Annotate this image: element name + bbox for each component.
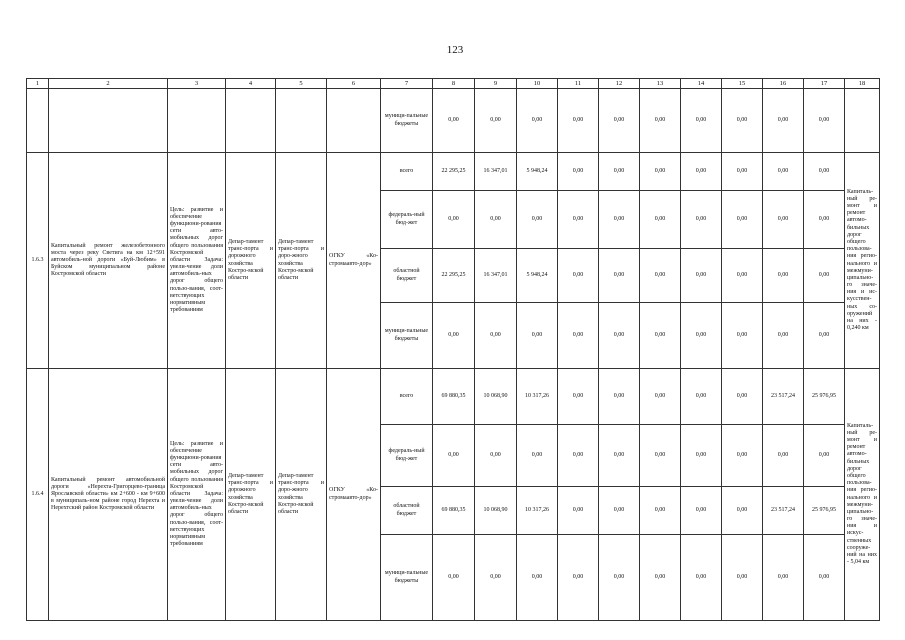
- value-cell: 0,00: [804, 303, 845, 369]
- value-cell: 69 880,35: [433, 487, 475, 535]
- value-cell: 0,00: [640, 425, 681, 487]
- project-row: [27, 153, 880, 191]
- project-executor: Депар-тамент транс-порта и дорожного хозяйства Костро-мской области: [226, 369, 276, 621]
- value-cell: 22 295,25: [433, 153, 475, 191]
- value-cell: 0,00: [763, 303, 804, 369]
- project-result: Капиталь-ный ре-монт и ремонт автомо-бильных дорог общего пользова-ния регио-нального и межмуни-ципально-го значе-ния и ис-кусствен-ных со-оружений на них - 0,240 км: [845, 153, 880, 369]
- column-number: 10: [517, 79, 558, 89]
- column-number: 18: [845, 79, 880, 89]
- value-cell: 0,00: [722, 487, 763, 535]
- value-cell: 0,00: [722, 191, 763, 249]
- project-participant: ОГКУ «Ко-стромаавто-дор»: [327, 153, 381, 369]
- value-cell: 0,00: [475, 425, 517, 487]
- column-number: 17: [804, 79, 845, 89]
- value-cell: 0,00: [517, 191, 558, 249]
- project-code: 1.6.3: [27, 153, 49, 369]
- column-number: 12: [599, 79, 640, 89]
- value-cell: 0,00: [681, 191, 722, 249]
- column-number: 16: [763, 79, 804, 89]
- value-cell: 0,00: [804, 425, 845, 487]
- value-cell: 25 976,95: [804, 369, 845, 425]
- value-cell: 0,00: [763, 425, 804, 487]
- value-cell: 0,00: [558, 303, 599, 369]
- value-cell: 0,00: [681, 249, 722, 303]
- value-cell: 16 347,01: [475, 249, 517, 303]
- column-number: 6: [327, 79, 381, 89]
- column-number: 5: [276, 79, 327, 89]
- value-cell: 0,00: [558, 535, 599, 621]
- value-cell: 0,00: [763, 191, 804, 249]
- value-cell: 10 317,26: [517, 369, 558, 425]
- value-cell: 0,00: [722, 89, 763, 153]
- project-coexecutor: Депар-тамент транс-порта и доро-жного хозяйства Костро-мской области: [276, 369, 327, 621]
- value-cell: 0,00: [722, 249, 763, 303]
- value-cell: 0,00: [517, 89, 558, 153]
- value-cell: 0,00: [681, 369, 722, 425]
- value-cell: 22 295,25: [433, 249, 475, 303]
- page-number: 123: [446, 44, 464, 56]
- value-cell: 0,00: [517, 425, 558, 487]
- value-cell: 0,00: [640, 89, 681, 153]
- program-table: [26, 78, 880, 621]
- project-coexecutor: Депар-тамент транс-порта и доро-жного хозяйства Костро-мской области: [276, 153, 327, 369]
- column-number: 15: [722, 79, 763, 89]
- value-cell: 0,00: [475, 535, 517, 621]
- value-cell: 0,00: [433, 303, 475, 369]
- value-cell: 10 068,90: [475, 369, 517, 425]
- project-row: [27, 369, 880, 425]
- value-cell: 0,00: [433, 89, 475, 153]
- value-cell: 0,00: [804, 153, 845, 191]
- value-cell: 0,00: [517, 535, 558, 621]
- value-cell: 0,00: [763, 535, 804, 621]
- value-cell: 0,00: [640, 487, 681, 535]
- value-cell: 0,00: [640, 303, 681, 369]
- funding-source: муници-пальные бюджеты: [381, 89, 433, 153]
- value-cell: 0,00: [681, 425, 722, 487]
- column-number: 2: [49, 79, 168, 89]
- value-cell: 0,00: [640, 249, 681, 303]
- funding-source: муници-пальные бюджеты: [381, 535, 433, 621]
- project-code: 1.6.4: [27, 369, 49, 621]
- value-cell: 0,00: [599, 153, 640, 191]
- value-cell: 0,00: [804, 535, 845, 621]
- funding-source: всего: [381, 369, 433, 425]
- column-number: 13: [640, 79, 681, 89]
- funding-source: областной бюджет: [381, 487, 433, 535]
- value-cell: 0,00: [804, 249, 845, 303]
- value-cell: 69 880,35: [433, 369, 475, 425]
- value-cell: 0,00: [804, 191, 845, 249]
- value-cell: 0,00: [475, 191, 517, 249]
- column-number: 7: [381, 79, 433, 89]
- value-cell: 0,00: [722, 369, 763, 425]
- value-cell: 0,00: [722, 303, 763, 369]
- value-cell: 0,00: [640, 535, 681, 621]
- column-number: 4: [226, 79, 276, 89]
- value-cell: 5 948,24: [517, 249, 558, 303]
- project-result: Капиталь-ный ре-монт и ремонт автомо-бильных дорог общего пользова-ния регио-нального и межмуни-ципально-го значе-ния и искус-ственных сооруже-ний на них - 5,04 км: [845, 369, 880, 621]
- carry-over-row: [27, 89, 880, 153]
- project-executor: Депар-тамент транс-порта и дорожного хозяйства Костро-мской области: [226, 153, 276, 369]
- value-cell: 0,00: [599, 191, 640, 249]
- value-cell: 16 347,01: [475, 153, 517, 191]
- value-cell: 0,00: [722, 535, 763, 621]
- value-cell: 0,00: [558, 191, 599, 249]
- value-cell: 0,00: [433, 535, 475, 621]
- value-cell: 0,00: [599, 487, 640, 535]
- funding-source: муници-пальные бюджеты: [381, 303, 433, 369]
- value-cell: 0,00: [763, 153, 804, 191]
- project-goal: Цель: развитие и обеспечение функциони-рования сети авто-мобильных дорог общего пользования Костромской области Задача: увели-чение доли автомобиль-ных дорог общего пользо-вания, соот-ветствующих нормативным требованиям: [168, 369, 226, 621]
- value-cell: 0,00: [475, 303, 517, 369]
- column-number: 9: [475, 79, 517, 89]
- value-cell: 0,00: [558, 487, 599, 535]
- project-participant: ОГКУ «Ко-стромаавто-дор»: [327, 369, 381, 621]
- value-cell: 0,00: [558, 249, 599, 303]
- value-cell: 0,00: [433, 425, 475, 487]
- value-cell: 0,00: [599, 535, 640, 621]
- value-cell: 0,00: [475, 89, 517, 153]
- column-number: 3: [168, 79, 226, 89]
- value-cell: 0,00: [599, 303, 640, 369]
- value-cell: 10 317,26: [517, 487, 558, 535]
- value-cell: 0,00: [558, 153, 599, 191]
- value-cell: 0,00: [681, 535, 722, 621]
- funding-source: всего: [381, 153, 433, 191]
- value-cell: 0,00: [722, 153, 763, 191]
- column-numbers-row: [27, 79, 880, 89]
- value-cell: 0,00: [681, 89, 722, 153]
- value-cell: 0,00: [681, 153, 722, 191]
- value-cell: 10 068,90: [475, 487, 517, 535]
- value-cell: 25 976,95: [804, 487, 845, 535]
- value-cell: 0,00: [681, 487, 722, 535]
- funding-source: федераль-ный бюд-жет: [381, 191, 433, 249]
- project-goal: Цель: развитие и обеспечение функциони-рования сети авто-мобильных дорог общего пользования Костромской области Задача: увели-чение доли автомобиль-ных дорог общего пользо-вания, соот-ветствующих нормативным требованиям: [168, 153, 226, 369]
- column-number: 11: [558, 79, 599, 89]
- value-cell: 0,00: [763, 89, 804, 153]
- funding-source: федераль-ный бюд-жет: [381, 425, 433, 487]
- value-cell: 0,00: [599, 425, 640, 487]
- value-cell: 0,00: [433, 191, 475, 249]
- value-cell: 0,00: [599, 249, 640, 303]
- value-cell: 23 517,24: [763, 487, 804, 535]
- project-name: Капитальный ремонт железобетонного моста через реку Светига на км 12+591 автомобиль-ной дороги «Буй-Любим» в Буйском муниципальном районе Костромской области: [49, 153, 168, 369]
- value-cell: 0,00: [599, 89, 640, 153]
- value-cell: 5 948,24: [517, 153, 558, 191]
- value-cell: 0,00: [599, 369, 640, 425]
- value-cell: 0,00: [517, 303, 558, 369]
- project-name: Капитальный ремонт автомобильной дороги «Нерехта-Григорцево-граница Ярославской области» км 2+600 - км 9+600 в муниципаль-ном районе город Нерехта и Нерехтский район Костромской области: [49, 369, 168, 621]
- value-cell: 0,00: [558, 369, 599, 425]
- value-cell: 0,00: [763, 249, 804, 303]
- column-number: 8: [433, 79, 475, 89]
- value-cell: 0,00: [804, 89, 845, 153]
- value-cell: 0,00: [640, 369, 681, 425]
- column-number: 1: [27, 79, 49, 89]
- value-cell: 0,00: [558, 425, 599, 487]
- funding-source: областной бюджет: [381, 249, 433, 303]
- value-cell: 0,00: [558, 89, 599, 153]
- value-cell: 0,00: [640, 153, 681, 191]
- value-cell: 23 517,24: [763, 369, 804, 425]
- value-cell: 0,00: [722, 425, 763, 487]
- column-number: 14: [681, 79, 722, 89]
- value-cell: 0,00: [681, 303, 722, 369]
- value-cell: 0,00: [640, 191, 681, 249]
